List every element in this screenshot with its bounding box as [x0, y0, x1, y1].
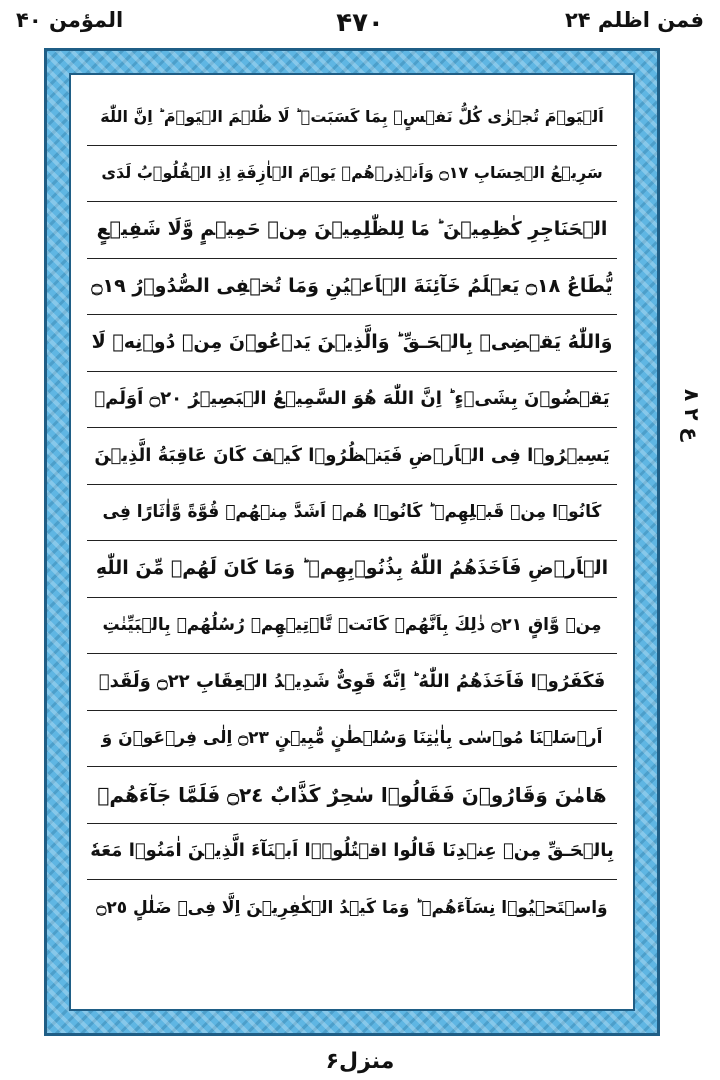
verse-line-text: اَلۡيَوۡمَ تُجۡزٰى كُلُّ نَفۡسٍۭ بِمَا كَسَبَتۡ ؕ لَا ظُلۡمَ الۡيَوۡمَ ؕ اِنَّ اللّٰهَ: [100, 106, 604, 126]
page-number: ۴۷۰: [336, 8, 384, 38]
verse-line-text: فَكَفَرُوۡا فَاَخَذَهُمُ اللّٰهُ ؕ اِنَّهٗ قَوِىٌّ شَدِيۡدُ الۡعِقَابِ ۝٢٢ وَلَقَدۡ: [98, 670, 606, 692]
verse-line: [87, 485, 617, 542]
verse-line-text: كَانُوۡا مِنۡ قَبۡلِهِمۡ ؕ كَانُوۡا هُمۡ اَشَدَّ مِنۡهُمۡ قُوَّةً وَّاٰثَارًا فِى: [102, 501, 602, 522]
verse-line-text: هَامٰنَ وَقَارُوۡنَ فَقَالُوۡا سٰحِرٌ كَذَّابٌ ۝٢٤ فَلَمَّا جَآءَهُمۡ: [97, 782, 607, 807]
verse-lines: [87, 89, 617, 937]
verse-line: [87, 89, 617, 146]
verse-line: [87, 824, 617, 881]
verse-line: [87, 541, 617, 598]
verse-line-text: اَرۡسَلۡنَا مُوۡسٰى بِاٰيٰتِنَا وَسُلۡطٰنٍ مُّبِيۡنٍ ۝٢٣ اِلٰى فِرۡعَوۡنَ وَ: [101, 727, 603, 748]
verse-line: [87, 654, 617, 711]
decorative-page-border: [44, 48, 660, 1036]
verse-line-text: يَسِيۡرُوۡا فِى الۡاَرۡضِ فَيَنۡظُرُوۡا كَيۡفَ كَانَ عَاقِبَةُ الَّذِيۡنَ: [94, 444, 610, 466]
ruku-marker: ع ۲ ۸: [680, 388, 704, 442]
verse-line-text: وَاسۡتَحۡيُوۡا نِسَآءَهُمۡ ؕ وَمَا كَيۡدُ الۡكٰفِرِيۡنَ اِلَّا فِىۡ ضَلٰلٍ ۝٢٥: [96, 897, 608, 918]
manzil-footer: منزل۶: [325, 1049, 395, 1074]
verse-line: [87, 767, 617, 824]
verse-line-text: وَاللّٰهُ يَقۡضِىۡ بِالۡحَـقِّ ؕ وَالَّذِيۡنَ يَدۡعُوۡنَ مِنۡ دُوۡنِهٖ لَا: [91, 331, 613, 354]
juz-name-header: فمن اظلم ۲۴: [564, 8, 704, 32]
verse-line: [87, 711, 617, 768]
verse-line-text: سَرِيۡعُ الۡحِسَابِ ۝١٧ وَاَنۡذِرۡهُمۡ يَوۡمَ الۡاٰزِفَةِ اِذِ الۡقُلُوۡبُ لَدَى: [101, 163, 603, 183]
verse-line: [87, 146, 617, 203]
verse-line-text: مِنۡ وَّاقٍ ۝٢١ ذٰلِكَ بِاَنَّهُمۡ كَانَتۡ تَّاۡتِيۡهِمۡ رُسُلُهُمۡ بِالۡبَيِّنٰتِ: [102, 614, 602, 635]
verse-line-text: بِالۡحَـقِّ مِنۡ عِنۡدِنَا قَالُوا اقۡتُلُوۡۤا اَبۡنَآءَ الَّذِيۡنَ اٰمَنُوۡا مَعَهٗ: [90, 840, 614, 862]
verse-line-text: يُّطَاعُ ۝١٨ يَعۡلَمُ خَآئِنَةَ الۡاَعۡيُنِ وَمَا تُخۡفِى الصُّدُوۡرُ ۝١٩: [91, 274, 613, 297]
verse-line: [87, 428, 617, 485]
text-panel: [69, 73, 635, 1011]
verse-line: [87, 372, 617, 429]
verse-line: [87, 202, 617, 259]
verse-line-text: الۡحَنَاجِرِ كٰظِمِيۡنَ ؕ مَا لِلظّٰلِمِيۡنَ مِنۡ حَمِيۡمٍ وَّلَا شَفِيۡعٍ: [96, 218, 608, 241]
verse-line: [87, 259, 617, 316]
verse-line: [87, 880, 617, 937]
verse-line: [87, 598, 617, 655]
verse-line-text: يَقۡضُوۡنَ بِشَىۡءٍ ؕ اِنَّ اللّٰهَ هُوَ السَّمِيۡعُ الۡبَصِيۡرُ ۝٢٠ اَوَلَمۡ: [94, 388, 610, 410]
surah-name-header: المؤمن ۴۰: [16, 8, 124, 32]
verse-line: [87, 315, 617, 372]
verse-line-text: الۡاَرۡضِ فَاَخَذَهُمُ اللّٰهُ بِذُنُوۡبِهِمۡ ؕ وَمَا كَانَ لَهُمۡ مِّنَ اللّٰهِ: [95, 557, 609, 580]
